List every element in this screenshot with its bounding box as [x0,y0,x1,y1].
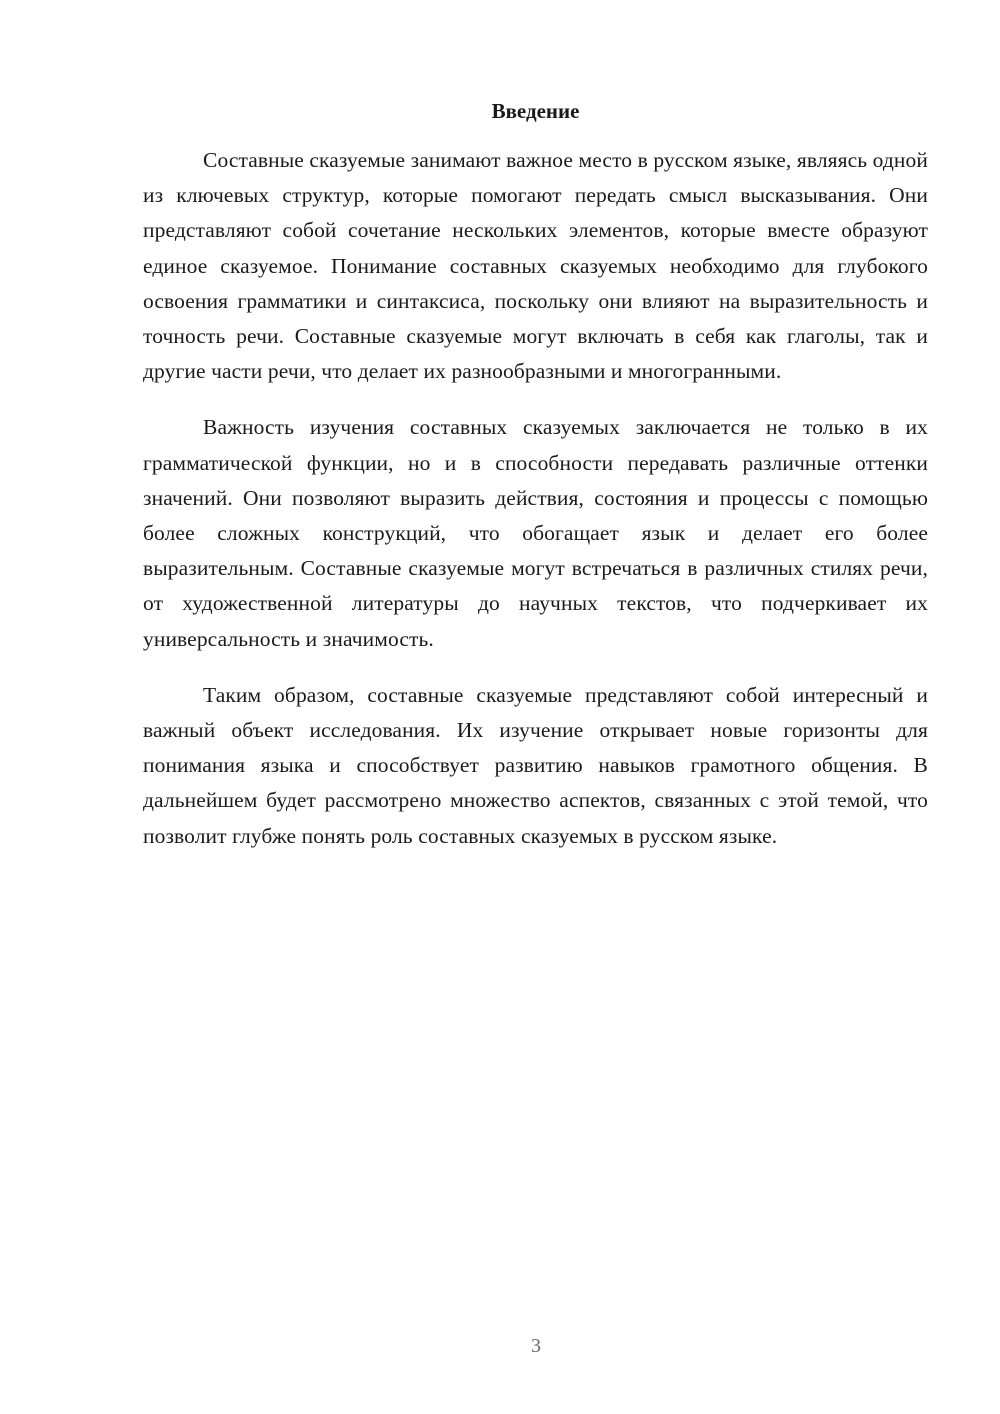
paragraph-3: Таким образом, составные сказуемые представляют собой интересный и важный объект исследования. Их изучение открывает новые горизонты для понимания языка и способствует развитию навыков грамотного общения. В дальнейшем будет рассмотрено множество аспектов, связанных с этой темой, что позволит глубже понять роль составных сказуемых в русском языке. [143,682,928,848]
paragraph-2: Важность изучения составных сказуемых заключается не только в их грамматической функции, но и в способности передавать различные оттенки значений. Они позволяют выразить действия, состояния и процессы с помощью более сложных конструкций, что обогащает язык и делает его более выразительным. Составные сказуемые могут встречаться в различных стилях речи, от художественной литературы до научных текстов, что подчеркивает их универсальность и значимость. [143,415,928,651]
paragraph-1: Составные сказуемые занимают важное место в русском языке, являясь одной из ключевых структур, которые помогают передать смысл высказывания. Они представляют собой сочетание нескольких элементов, которые вместе образуют единое сказуемое. Понимание составных сказуемых необходимо для глубокого освоения грамматики и синтаксиса, поскольку они влияют на выразительность и точность речи. Составные сказуемые могут включать в себя как глаголы, так и другие части речи, что делает их разнообразными и многогранными. [143,148,928,384]
document-body [143,143,928,875]
page-number: 3 [531,1335,541,1357]
section-heading: Введение [491,99,580,123]
